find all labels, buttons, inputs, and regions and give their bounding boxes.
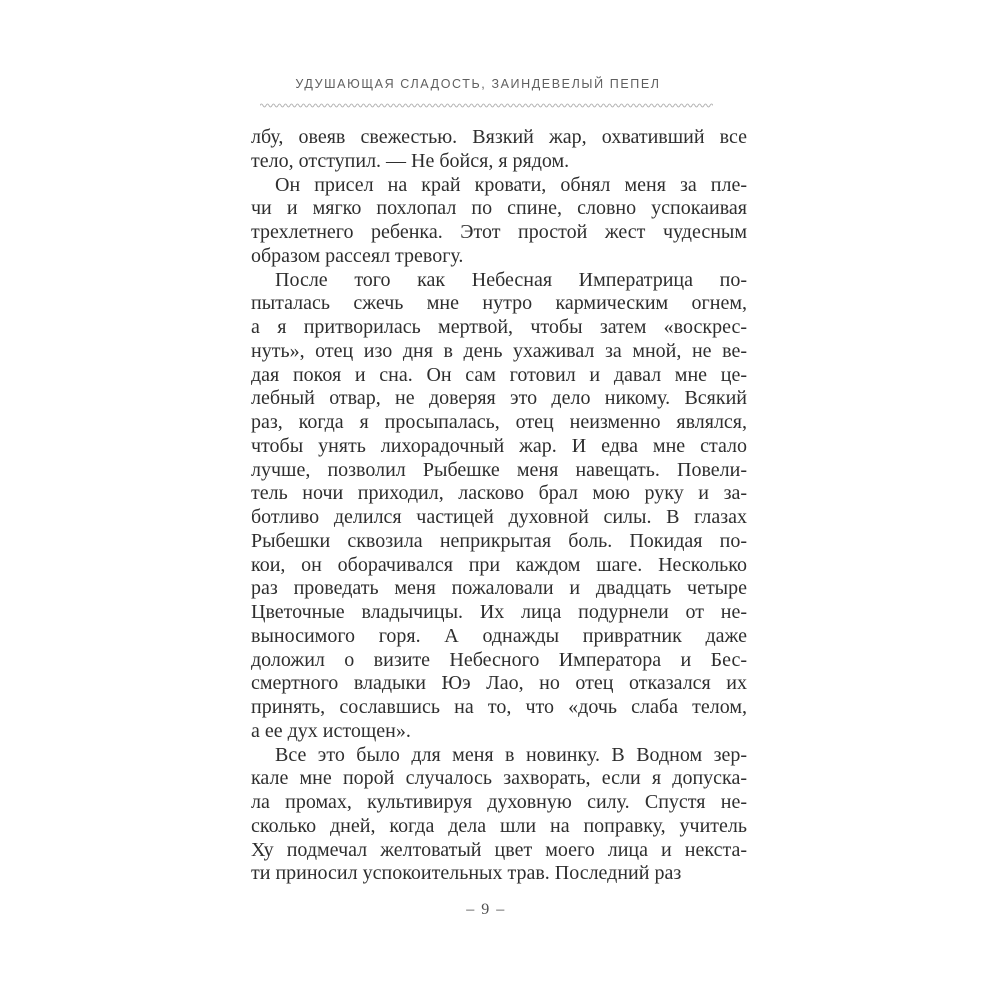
wave-divider-decoration	[260, 100, 713, 109]
text-line: а ее дух истощен».	[251, 719, 411, 742]
text-line: ти приносил успокоительных трав. Последний раз	[251, 862, 682, 885]
text-line: пыталась сжечь мне нутро кармическим огнем,	[251, 292, 747, 315]
text-line: Он присел на край кровати, обнял меня за пле-	[275, 173, 747, 196]
page-number: – 9 –	[466, 901, 506, 918]
text-line: сколько дней, когда дела шли на поправку, учитель	[251, 814, 747, 837]
running-header: УДУШАЮЩАЯ СЛАДОСТЬ, ЗАИНДЕВЕЛЫЙ ПЕПЕЛ	[295, 77, 661, 91]
text-line: лбу, овеяв свежестью. Вязкий жар, охвативший все	[251, 126, 747, 148]
wave-path	[260, 104, 713, 107]
text-line: смертного владыки Юэ Лао, но отец отказался их	[251, 672, 747, 695]
text-line: тело, отступил. — Не бойся, я рядом.	[251, 149, 570, 172]
text-line: кои, он оборачивался при каждом шаге. Несколько	[251, 553, 747, 576]
text-line: Ху подмечал желтоватый цвет моего лица и некста-	[251, 838, 747, 861]
text-line: образом рассеял тревогу.	[251, 244, 464, 267]
text-line: выносимого горя. А однажды привратник даже	[251, 624, 747, 647]
text-line: чтобы унять лихорадочный жар. И едва мне стало	[251, 434, 747, 457]
text-line: лебный отвар, не доверяя это дело никому. Всякий	[251, 387, 747, 410]
text-line: Рыбешки сквозила неприкрытая боль. Покидая по-	[251, 529, 747, 552]
text-line: лучше, позволил Рыбешке меня навещать. Повели-	[251, 458, 747, 481]
text-line: После того как Небесная Императрица по-	[275, 268, 747, 291]
text-line: ла промах, культивируя духовную силу. Спустя не-	[251, 791, 747, 813]
text-line: Цветочные владычицы. Их лица подурнели от не-	[251, 601, 747, 623]
text-line: кале мне порой случалось захворать, если я допуска-	[251, 767, 747, 790]
text-line: дая покоя и сна. Он сам готовил и давал мне це-	[251, 363, 747, 386]
text-line: ботливо делился частицей духовной силы. В глазах	[251, 506, 747, 528]
text-line: принять, сославшись на то, что «дочь слаба телом,	[251, 696, 747, 718]
text-line: раз, когда я просыпалась, отец неизменно являлся,	[251, 411, 747, 433]
text-line: трехлетнего ребенка. Этот простой жест чудесным	[251, 221, 747, 243]
text-line: Все это было для меня в новинку. В Водном зер-	[275, 743, 747, 766]
text-line: тель ночи приходил, ласково брал мою руку и за-	[251, 482, 747, 505]
page-body	[251, 126, 747, 886]
text-line: а я притворилась мертвой, чтобы затем «воскрес-	[251, 316, 747, 338]
text-line: чи и мягко похлопал по спине, словно успокаивая	[251, 197, 747, 220]
text-line: доложил о визите Небесного Императора и Бес-	[251, 648, 747, 671]
text-line: раз проведать меня пожаловали и двадцать четыре	[251, 577, 747, 600]
text-line: нуть», отец изо дня в день ухаживал за мной, не ве-	[251, 339, 747, 362]
